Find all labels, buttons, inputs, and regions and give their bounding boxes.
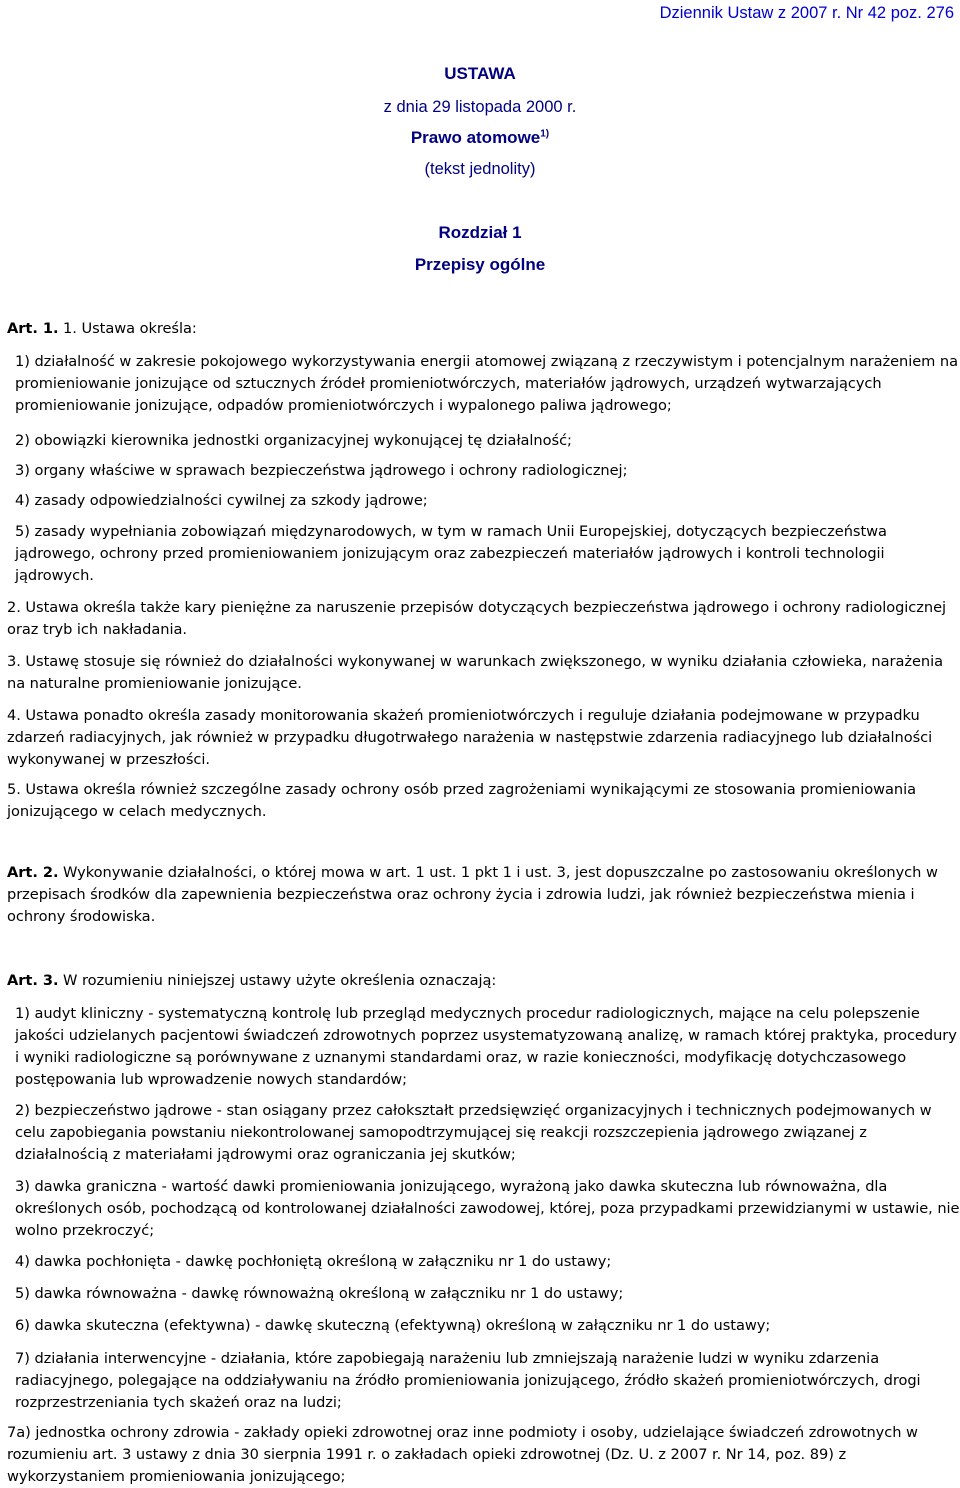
art1-item-3: 3) organy właściwe w sprawach bezpieczeństwa jądrowego i ochrony radiologicznej; bbox=[15, 462, 628, 479]
journal-header: Dziennik Ustaw z 2007 r. Nr 42 poz. 276 bbox=[659, 4, 954, 22]
art1-section-2 bbox=[7, 597, 952, 641]
art1-item-4: 4) zasady odpowiedzialności cywilnej za szkody jądrowe; bbox=[15, 492, 428, 509]
chapter-number: Rozdział 1 bbox=[438, 223, 522, 242]
art1-intro-num: 1. bbox=[63, 320, 77, 337]
art3-item-6: 6) dawka skuteczna (efektywna) - dawkę skuteczną (efektywną) określoną w załączniku nr 1 do ustawy; bbox=[15, 1317, 771, 1334]
act-note: (tekst jednolity) bbox=[424, 160, 536, 178]
art1-intro-text: Ustawa określa: bbox=[81, 320, 197, 337]
art1-label: Art. 1. bbox=[7, 320, 59, 337]
section-num: 2. bbox=[7, 599, 21, 616]
art2-text: Wykonywanie działalności, o której mowa w art. 1 ust. 1 pkt 1 i ust. 3, jest dopuszczalne po zastosowaniu określonych w przepisach środków dla zapewnienia bezpieczeństwa oraz ochrony życia i zdrowia ludzi, jak również bezpieczeństwa mienia i ochrony środowiska. bbox=[7, 864, 938, 925]
section-text: Ustawa określa również szczególne zasady ochrony osób przed zagrożeniami wynikającymi ze stosowania promieniowania jonizującego w celach medycznych. bbox=[7, 781, 916, 820]
art1-section-5 bbox=[7, 779, 952, 823]
section-num: 4. bbox=[7, 707, 21, 724]
art3-intro bbox=[7, 970, 952, 992]
art3-item-3: 3) dawka graniczna - wartość dawki promieniowania jonizującego, wyrażoną jako dawka skuteczna lub równoważna, dla określonych osób, pochodzącą od kontrolowanej działalności zawodowej, której, poza przypadkami przewidzianymi w ustawie, nie wolno przekroczyć; bbox=[15, 1178, 960, 1239]
art3-item-7: 7) działania interwencyjne - działania, które zapobiegają narażeniu lub zmniejszają narażenie ludzi w wyniku zdarzenia radiacyjnego, polegające na oddziaływaniu na źródło promieniowania jonizującego, źródło skażeń promieniotwórczych, drogi rozprzestrzeniania tych skażeń oraz na ludzi; bbox=[15, 1350, 921, 1411]
act-name-line bbox=[0, 127, 960, 149]
art2-label: Art. 2. bbox=[7, 864, 59, 881]
art1-section-4 bbox=[7, 705, 952, 771]
act-date: z dnia 29 listopada 2000 r. bbox=[383, 98, 577, 116]
art1-item-1: 1) działalność w zakresie pokojowego wykorzystywania energii atomowej związaną z rzeczywistym i potencjalnym narażeniem na promieniowanie jonizujące od sztucznych źródeł promieniotwórczych, materiałów jądrowych, urządzeń wytwarzających promieniowanie jonizujące, odpadów promieniotwórczych i wypalonego paliwa jądrowego; bbox=[15, 353, 958, 414]
art3-item-4: 4) dawka pochłonięta - dawkę pochłoniętą określoną w załączniku nr 1 do ustawy; bbox=[15, 1253, 612, 1270]
art2 bbox=[7, 862, 952, 928]
act-type: USTAWA bbox=[444, 64, 516, 83]
art3-intro-text: W rozumieniu niniejszej ustawy użyte określenia oznaczają: bbox=[63, 972, 497, 989]
act-name: Prawo atomowe bbox=[410, 128, 541, 147]
art1-section-3 bbox=[7, 651, 952, 695]
section-num: 3. bbox=[7, 653, 21, 670]
art3-item-2: 2) bezpieczeństwo jądrowe - stan osiągany przez całokształt przedsięwzięć organizacyjnych i technicznych podejmowanych w celu zapobiegania powstaniu niekontrolowanej samopodtrzymującej się reakcji rozszczepienia jądrowego związanej z działalnością z materiałami jądrowymi oraz ograniczania jej skutków; bbox=[15, 1102, 932, 1163]
chapter-title: Przepisy ogólne bbox=[414, 255, 546, 274]
art1-item-2: 2) obowiązki kierownika jednostki organizacyjnej wykonującej tę działalność; bbox=[15, 432, 572, 449]
art1-intro bbox=[7, 318, 952, 340]
art3-item-7a: 7a) jednostka ochrony zdrowia - zakłady opieki zdrowotnej oraz inne podmioty i osoby, udzielające świadczeń zdrowotnych w rozumieniu art. 3 ustawy z dnia 30 sierpnia 1991 r. o zakładach opieki zdrowotnej (Dz. U. z 2007 r. Nr 14, poz. 89) z wykorzystaniem promieniowania jonizującego; bbox=[7, 1424, 918, 1485]
footnote-mark: 1) bbox=[540, 128, 550, 140]
section-num: 5. bbox=[7, 781, 21, 798]
section-text: Ustawa ponadto określa zasady monitorowania skażeń promieniotwórczych i reguluje działania podejmowane w przypadku zdarzeń radiacyjnych, jak również w przypadku długotrwałego narażenia w następstwie zdarzenia radiacyjnego lub działalności wykonywanej w przeszłości. bbox=[7, 707, 933, 768]
art3-item-5: 5) dawka równoważna - dawkę równoważną określoną w załączniku nr 1 do ustawy; bbox=[15, 1285, 624, 1302]
art3-label: Art. 3. bbox=[7, 972, 59, 989]
art1-item-5: 5) zasady wypełniania zobowiązań międzynarodowych, w tym w ramach Unii Europejskiej, dotyczących bezpieczeństwa jądrowego, ochrony przed promieniowaniem jonizującym oraz zabezpieczeń materiałów jądrowych i kontroli technologii jądrowych. bbox=[15, 523, 887, 584]
section-text: Ustawa określa także kary pieniężne za naruszenie przepisów dotyczących bezpieczeństwa jądrowego i ochrony radiologicznej oraz tryb ich nakładania. bbox=[7, 599, 947, 638]
section-text: Ustawę stosuje się również do działalności wykonywanej w warunkach zwiększonego, w wyniku działania człowieka, narażenia na naturalne promieniowanie jonizujące. bbox=[7, 653, 943, 692]
art3-item-1: 1) audyt kliniczny - systematyczną kontrolę lub przegląd medycznych procedur radiologicznych, mające na celu polepszenie jakości udzielanych pacjentowi świadczeń zdrowotnych poprzez usystematyzowaną analizę, w ramach której praktyka, procedury i wyniki radiologiczne są porównywane z uznanymi standardami oraz, w razie konieczności, modyfikację dotychczasowego postępowania lub wprowadzenie nowych standardów; bbox=[15, 1005, 957, 1088]
